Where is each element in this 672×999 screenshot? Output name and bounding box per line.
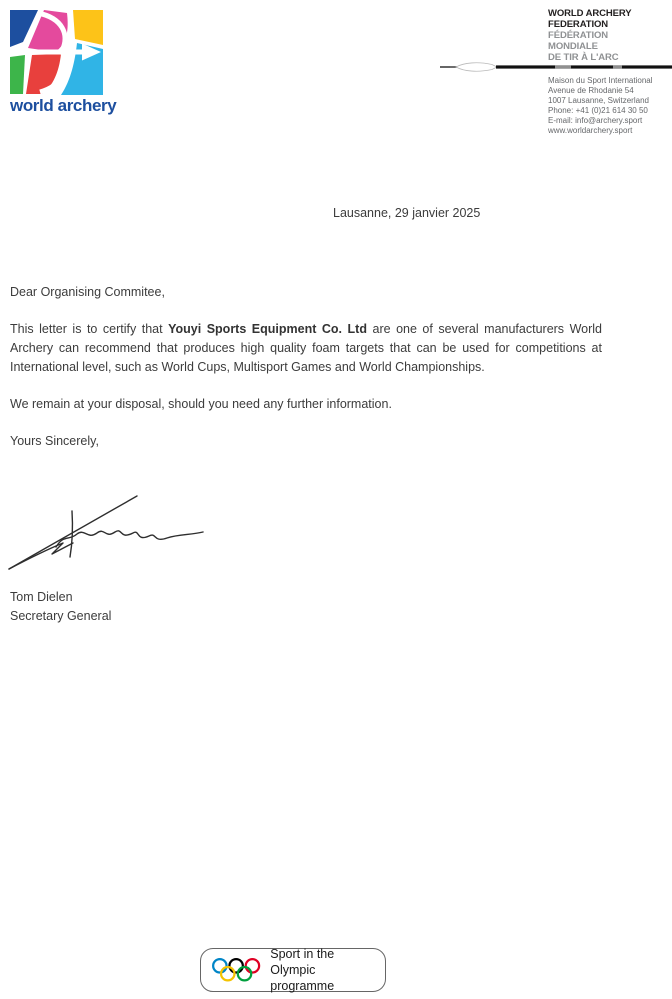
olympic-badge-text [270, 946, 375, 994]
signer-title: Secretary General [10, 609, 112, 623]
address-line: Maison du Sport International [548, 76, 653, 85]
arrow-icon [440, 61, 672, 73]
org-name-en [548, 8, 672, 30]
address-line: www.worldarchery.sport [548, 126, 633, 135]
olympic-rings-icon [211, 956, 261, 984]
company-name: Youyi Sports Equipment Co. Ltd [168, 322, 367, 336]
signature-image [6, 487, 206, 575]
signer-block [10, 588, 111, 626]
date-line: Lausanne, 29 janvier 2025 [333, 206, 481, 220]
body-paragraph-2: We remain at your disposal, should you need any further information. [10, 397, 392, 411]
body-text: are one of several manufacturers World Archery can recommend that produces high quality foam targets that can be used for competitions at International level, such as World Cups, Multisport Games and World Championships. [10, 322, 602, 374]
body-paragraph-1 [10, 320, 602, 377]
address-line: Avenue de Rhodanie 54 [548, 86, 634, 95]
address-line: Phone: +41 (0)21 614 30 50 [548, 106, 648, 115]
org-name-fr [548, 30, 672, 63]
address-line: 1007 Lausanne, Switzerland [548, 96, 649, 105]
badge-text-line: Sport in the [270, 947, 335, 961]
org-name-line: WORLD ARCHERY [548, 8, 632, 19]
world-archery-logo [10, 10, 120, 116]
closing: Yours Sincerely, [10, 434, 99, 448]
org-address [548, 76, 672, 136]
world-archery-logo-icon [10, 10, 103, 95]
world-archery-wordmark: world archery [10, 96, 117, 115]
signer-name: Tom Dielen [10, 590, 73, 604]
org-name-fr-line: FÉDÉRATION [548, 30, 609, 41]
olympic-badge [200, 948, 386, 992]
badge-text-line: Olympic programme [270, 963, 335, 993]
org-name-fr-line: DE TIR À L'ARC [548, 52, 619, 63]
org-name-line: FEDERATION [548, 19, 609, 30]
salutation: Dear Organising Commitee, [10, 285, 165, 299]
org-name-fr-line: MONDIALE [548, 41, 598, 52]
address-line: E-mail: info@archery.sport [548, 116, 643, 125]
letter-body [10, 283, 602, 469]
body-text: This letter is to certify that [10, 322, 169, 336]
